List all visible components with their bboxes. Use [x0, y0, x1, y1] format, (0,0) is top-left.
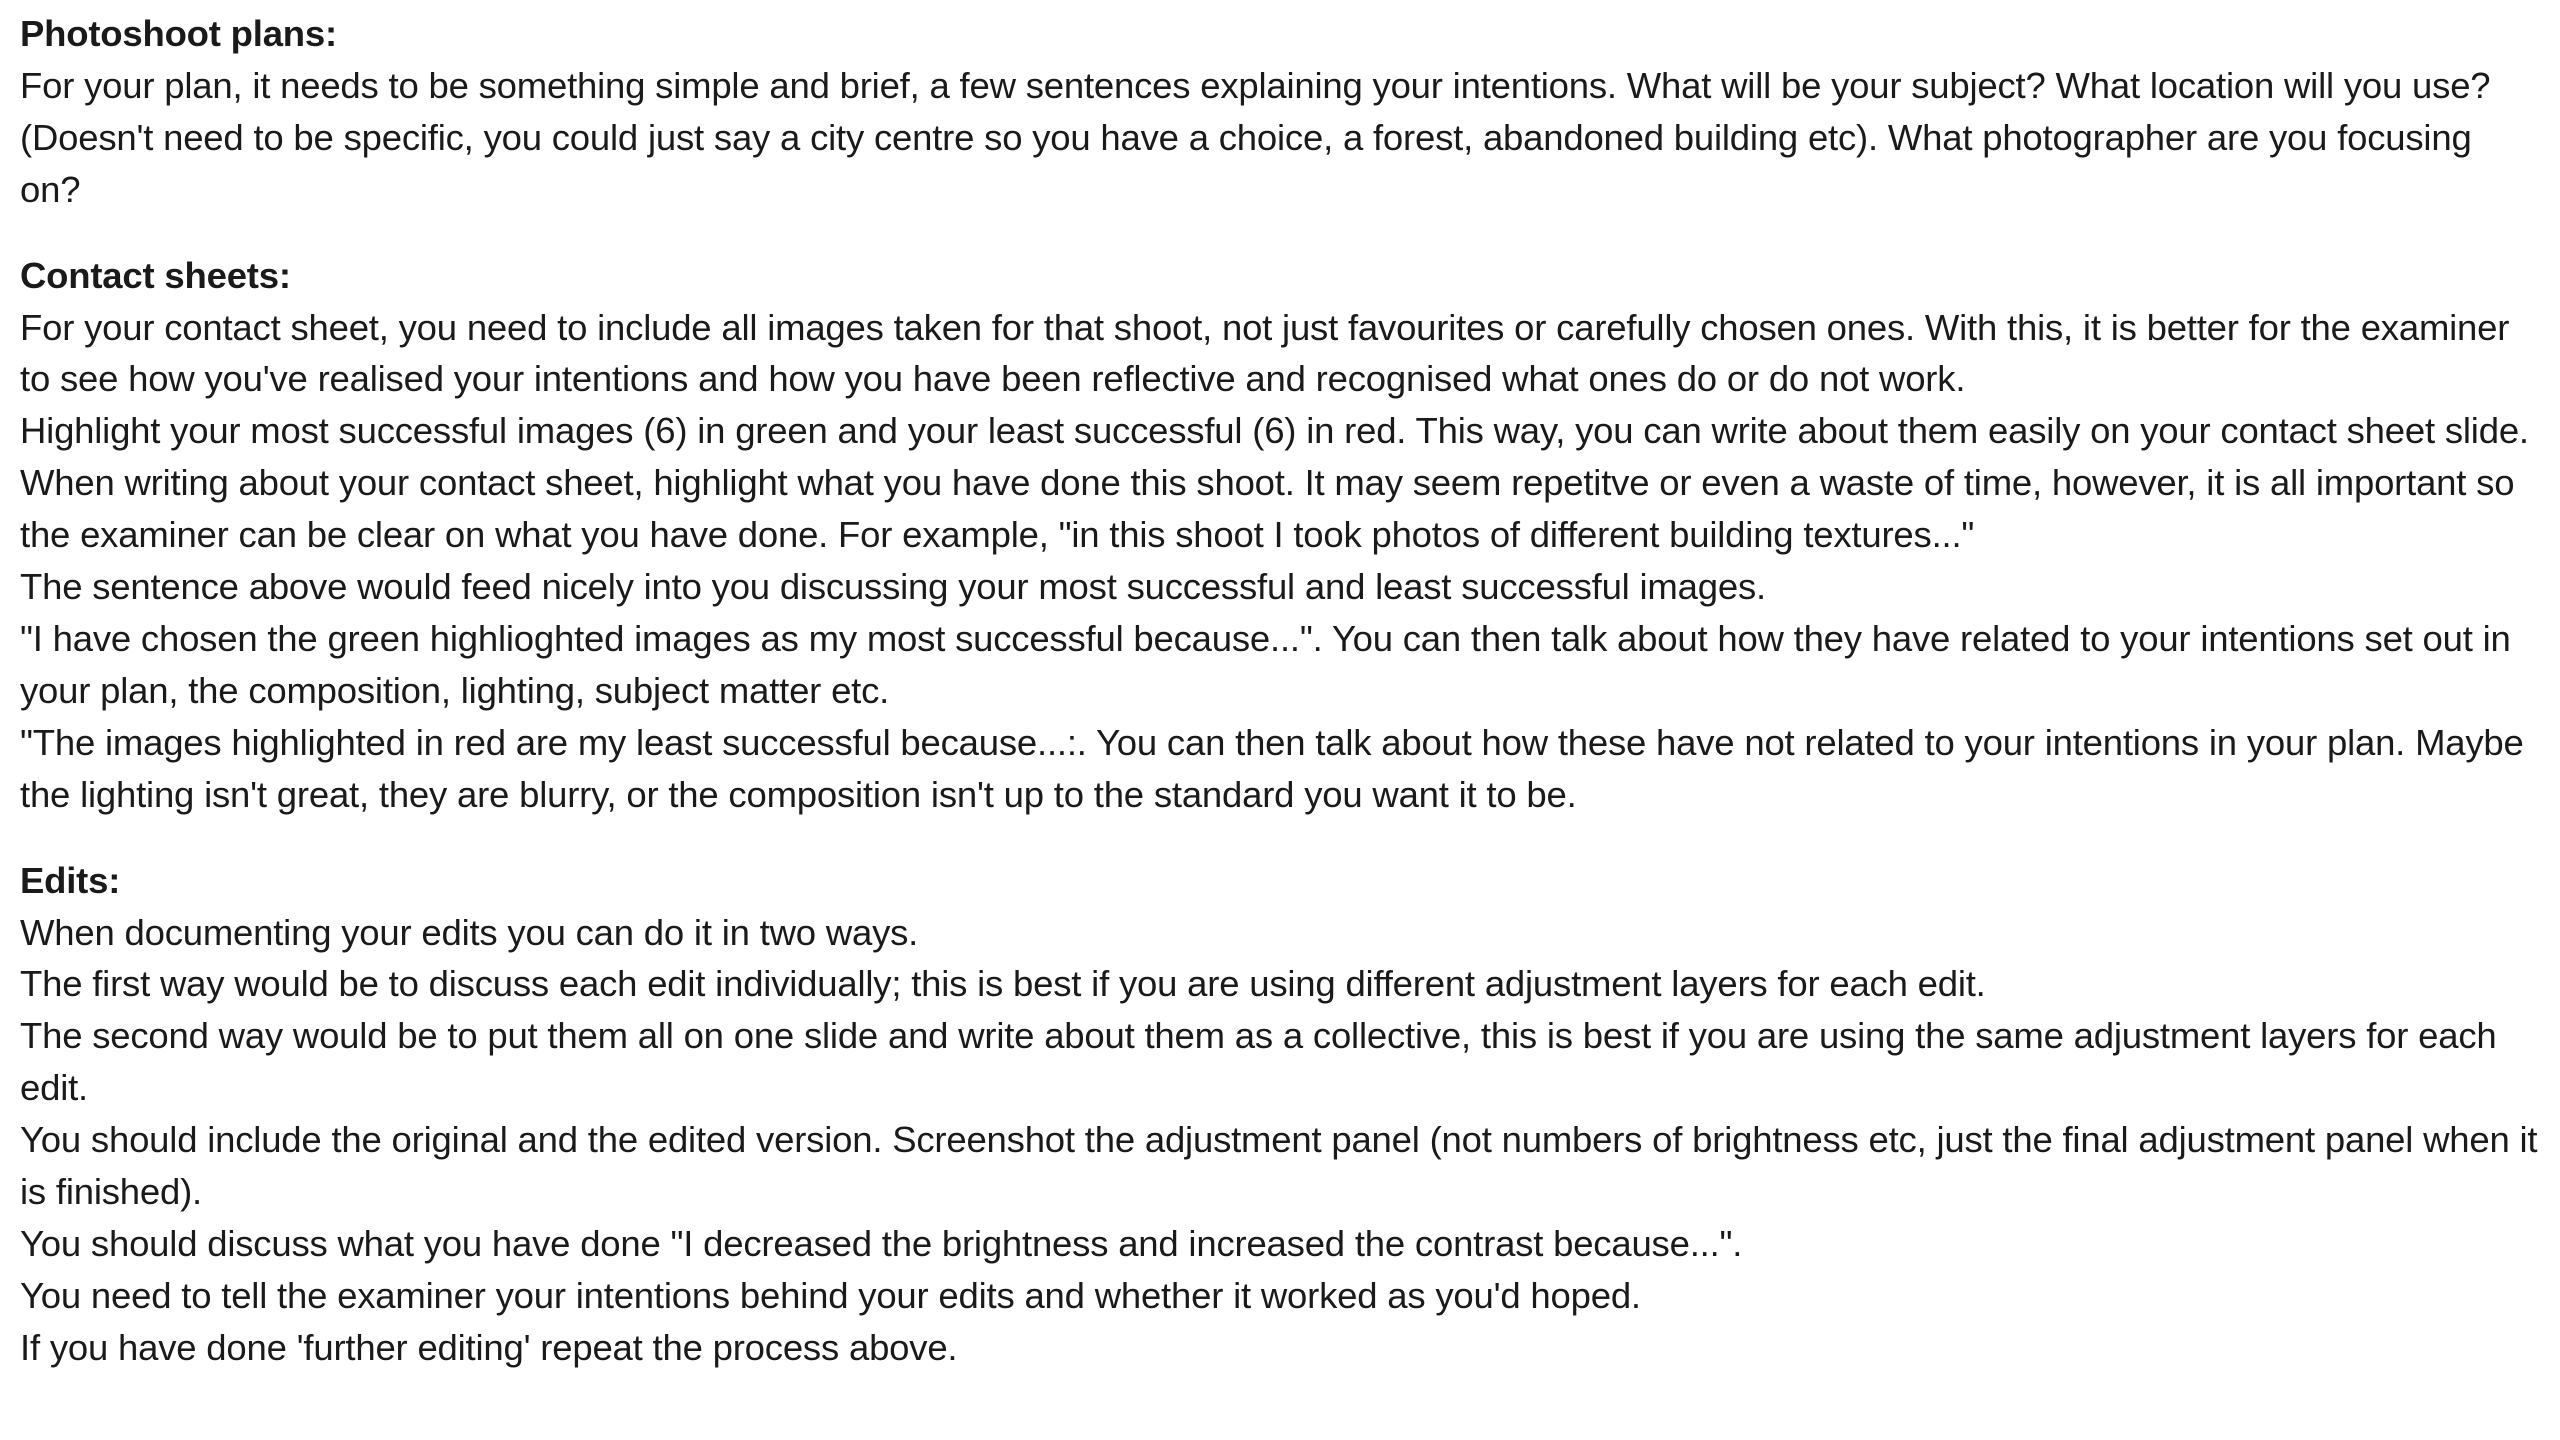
section-edits	[20, 855, 2540, 1374]
paragraph: When documenting your edits you can do it in two ways.	[20, 911, 919, 953]
section-heading: Edits:	[20, 859, 121, 901]
section-heading: Photoshoot plans:	[20, 13, 337, 54]
section-photoshoot-plans	[20, 8, 2540, 216]
paragraph: If you have done 'further editing' repeat the process above.	[20, 1326, 958, 1368]
section-heading: Contact sheets:	[20, 254, 291, 296]
paragraph: When writing about your contact sheet, highlight what you have done this shoot. It may seem repetitve or even a waste of time, however, it is all important so the examiner can be clear on what you have done. For example, "in this shoot I took photos of different building textures..."	[20, 462, 2515, 556]
paragraph: Highlight your most successful images (6) in green and your least successful (6) in red. This way, you can write about them easily on your contact sheet slide.	[20, 410, 2529, 452]
section-contact-sheets	[20, 250, 2540, 821]
paragraph: You should include the original and the edited version. Screenshot the adjustment panel (not numbers of brightness etc, just the final adjustment panel when it is finished).	[20, 1119, 2538, 1213]
paragraph: The second way would be to put them all on one slide and write about them as a collective, this is best if you are using the same adjustment layers for each edit.	[20, 1015, 2497, 1109]
paragraph: "The images highlighted in red are my least successful because...:. You can then talk about how these have not related to your intentions in your plan. Maybe the lighting isn't great, they are blurry, or the composition isn't up to the standard you want it to be.	[20, 721, 2524, 815]
paragraph: For your plan, it needs to be something simple and brief, a few sentences explaining your intentions. What will be your subject? What location will you use? (Doesn't need to be specific, you could just say a city centre so you have a choice, a forest, abandoned building etc). What photographer are you focusing on?	[20, 64, 2491, 210]
paragraph: For your contact sheet, you need to include all images taken for that shoot, not just favourites or carefully chosen ones. With this, it is better for the examiner to see how you've realised your intentions and how you have been reflective and recognised what ones do or do not work.	[20, 306, 2510, 400]
paragraph: The first way would be to discuss each edit individually; this is best if you are using different adjustment layers for each edit.	[20, 963, 1986, 1005]
paragraph: You should discuss what you have done "I decreased the brightness and increased the contrast because...".	[20, 1222, 1743, 1264]
paragraph: The sentence above would feed nicely into you discussing your most successful and least successful images.	[20, 566, 1766, 608]
paragraph: "I have chosen the green highlioghted images as my most successful because...". You can then talk about how they have related to your intentions set out in your plan, the composition, lighting, subject matter etc.	[20, 617, 2511, 711]
paragraph: You need to tell the examiner your intentions behind your edits and whether it worked as you'd hoped.	[20, 1274, 1641, 1316]
